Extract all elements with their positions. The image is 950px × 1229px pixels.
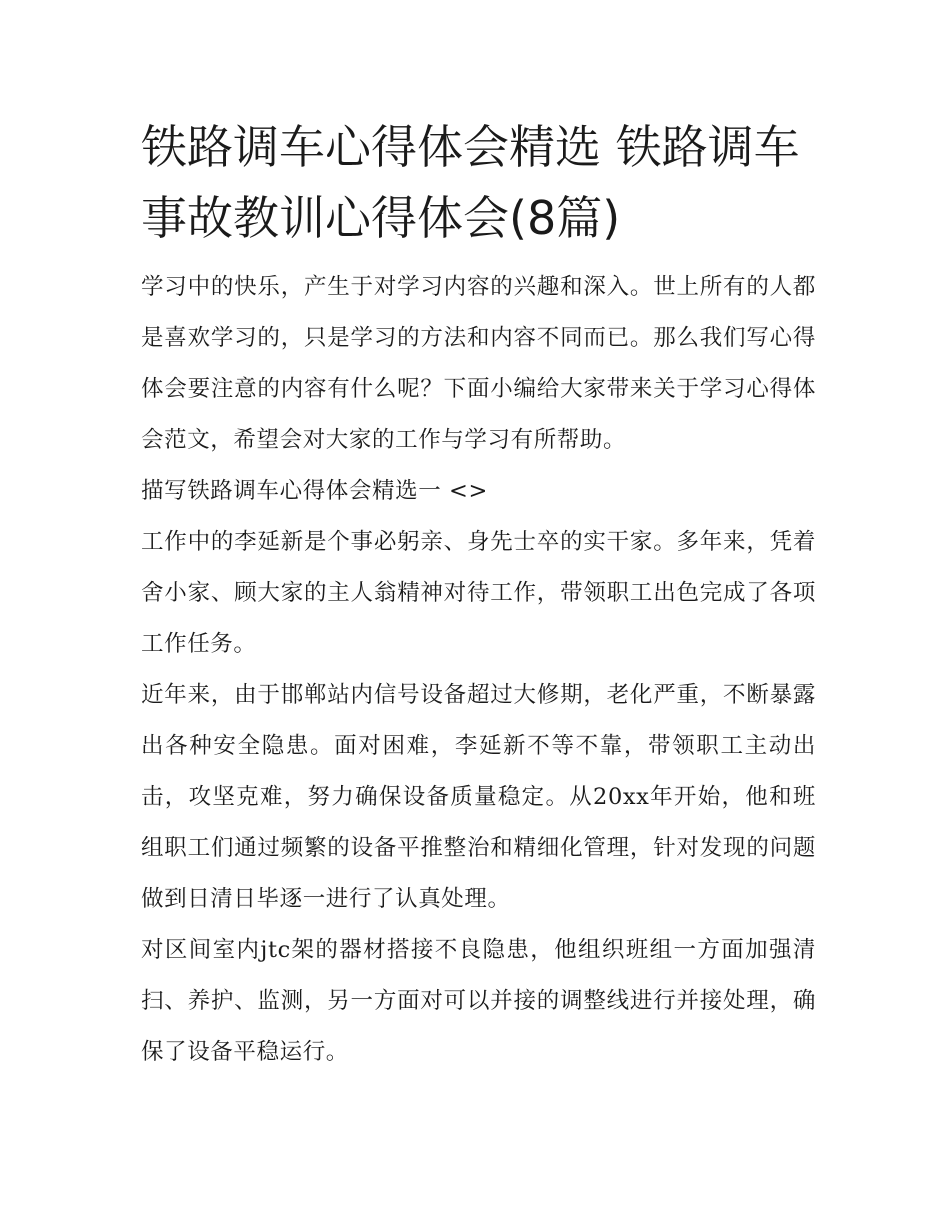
body-paragraph: 工作中的李延新是个事必躬亲、身先士卒的实干家。多年来，凭着舍小家、顾大家的主人翁精神对待工作，带领职工出色完成了各项工作任务。 — [141, 529, 816, 657]
document-body — [141, 262, 816, 1078]
body-paragraph: 近年来，由于邯郸站内信号设备超过大修期，老化严重，不断暴露出各种安全隐患。面对困难，李延新不等不靠，带领职工主动出击，攻坚克难，努力确保设备质量稳定。从20xx年开始，他和班组职工们通过频繁的设备平推整治和精细化管理，针对发现的问题做到日清日毕逐一进行了认真处理。 — [141, 682, 816, 912]
body-paragraph: 对区间室内jtc架的器材搭接不良隐患，他组织班组一方面加强清扫、养护、监测，另一方面对可以并接的调整线进行并接处理，确保了设备平稳运行。 — [141, 937, 816, 1065]
section-heading: 描写铁路调车心得体会精选一 <> — [141, 478, 488, 504]
intro-paragraph: 学习中的快乐，产生于对学习内容的兴趣和深入。世上所有的人都是喜欢学习的，只是学习的方法和内容不同而已。那么我们写心得体会要注意的内容有什么呢？下面小编给大家带来关于学习心得体会范文，希望会对大家的工作与学习有所帮助。 — [141, 274, 816, 453]
document-title: 铁路调车心得体会精选 铁路调车事故教训心得体会(8篇) — [141, 120, 800, 245]
document-content — [141, 112, 816, 1078]
